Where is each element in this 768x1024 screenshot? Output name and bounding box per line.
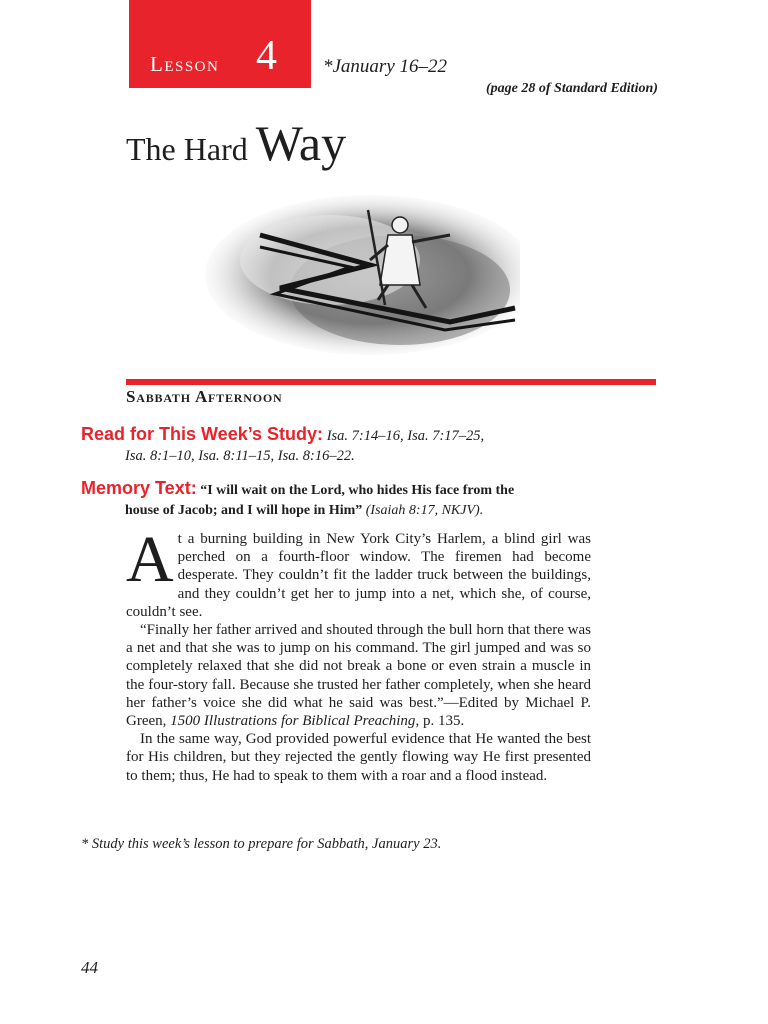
memory-text-quote: house of Jacob; and I will hope in Him” [125, 503, 363, 518]
drop-cap: A [126, 523, 174, 596]
lesson-dates: *January 16–22 [323, 56, 448, 77]
paragraph-2-end: , p. 135. [415, 713, 465, 730]
illustration-figure-on-path [180, 190, 520, 360]
lesson-number: 4 [256, 33, 277, 79]
read-for-study [81, 424, 601, 466]
section-divider [126, 379, 656, 385]
page-title [126, 114, 346, 172]
read-for-refs-line1: Isa. 7:14–16, Isa. 7:17–25, [326, 428, 485, 444]
read-for-label: Read for This Week’s Study: [81, 424, 324, 444]
lesson-badge [129, 0, 311, 88]
paragraph-1-text: t a burning building in New York City’s Harlem, a blind girl was perched on a fourth-floor window. The firemen had become desperate. They couldn’t fit the ladder truck between the buildings, and they couldn’t get her to jump into a net, which she, of course, couldn’t see. [126, 531, 591, 620]
title-part2: Way [255, 115, 347, 171]
memory-text-reference: (Isaiah 8:17, NKJV). [365, 503, 484, 518]
memory-text-line2 [81, 501, 601, 521]
book-title: 1500 Illustrations for Biblical Preaching [170, 713, 416, 730]
memory-text [81, 478, 601, 521]
edition-note: (page 28 of Standard Edition) [486, 81, 658, 96]
footnote: * Study this week’s lesson to prepare for Sabbath, January 23. [81, 836, 442, 852]
paragraph-1 [126, 523, 591, 621]
memory-text-label: Memory Text: [81, 478, 197, 498]
title-part1: The Hard [126, 131, 248, 167]
paragraph-2 [126, 621, 591, 730]
memory-text-line1: “I will wait on the Lord, who hides His face from the [200, 483, 515, 498]
body-text [126, 523, 591, 785]
lesson-label: Lesson [150, 52, 220, 76]
paragraph-2-text: “Finally her father arrived and shouted through the bull horn that there was a net and that she was to jump on his command. The girl jumped and was so completely relaxed that she did not break a bone or even strain a muscle in the four-story fall. Because she trusted her father completely, when she heard her father’s voice she did what he said was best.”—Edited by Michael P. Green, [126, 622, 591, 730]
section-heading: Sabbath Afternoon [126, 387, 283, 406]
read-for-refs-line2: Isa. 8:1–10, Isa. 8:11–15, Isa. 8:16–22. [125, 448, 355, 464]
page-number: 44 [81, 958, 98, 977]
paragraph-3: In the same way, God provided powerful evidence that He wanted the best for His children, but they rejected the gently flowing way He first presented to them; thus, He had to speak to them with a roar and a flood instead. [126, 731, 591, 784]
